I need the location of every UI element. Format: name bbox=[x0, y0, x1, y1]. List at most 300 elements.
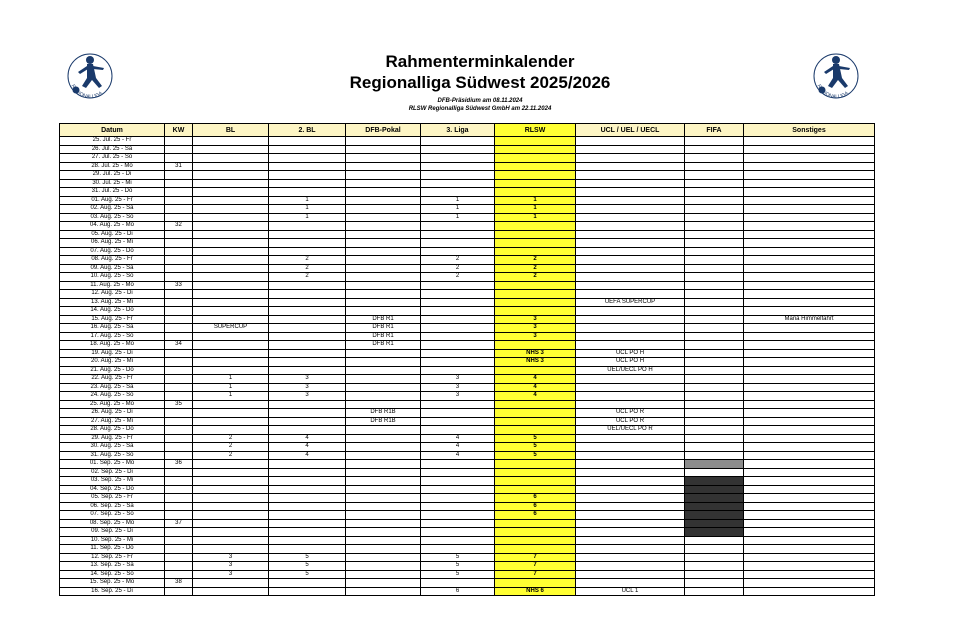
cell-datum: 23. Aug. 25 - Sa bbox=[60, 383, 165, 392]
cell-fifa bbox=[685, 162, 744, 171]
cell-bl bbox=[193, 273, 269, 282]
cell-kw bbox=[165, 477, 193, 486]
cell-2bl bbox=[269, 545, 346, 554]
table-row bbox=[60, 230, 875, 239]
table-row bbox=[60, 298, 875, 307]
table-row bbox=[60, 137, 875, 146]
cell-3liga bbox=[421, 145, 495, 154]
cell-dfb-pokal bbox=[346, 137, 421, 146]
cell-ucl bbox=[576, 579, 685, 588]
cell-ucl bbox=[576, 511, 685, 520]
cell-dfb-pokal bbox=[346, 247, 421, 256]
cell-bl bbox=[193, 247, 269, 256]
cell-dfb-pokal bbox=[346, 171, 421, 180]
cell-3liga: 5 bbox=[421, 562, 495, 571]
cell-3liga: 2 bbox=[421, 264, 495, 273]
cell-dfb-pokal bbox=[346, 162, 421, 171]
table-row bbox=[60, 179, 875, 188]
cell-bl bbox=[193, 468, 269, 477]
col-sonstiges: Sonstiges bbox=[744, 124, 875, 137]
cell-rlsw bbox=[495, 222, 576, 231]
cell-sonstiges bbox=[744, 587, 875, 596]
cell-3liga bbox=[421, 502, 495, 511]
cell-2bl: 2 bbox=[269, 256, 346, 265]
table-row bbox=[60, 494, 875, 503]
cell-fifa bbox=[685, 315, 744, 324]
cell-sonstiges bbox=[744, 502, 875, 511]
cell-fifa bbox=[685, 375, 744, 384]
cell-rlsw bbox=[495, 247, 576, 256]
cell-fifa bbox=[685, 264, 744, 273]
cell-kw bbox=[165, 545, 193, 554]
cell-ucl bbox=[576, 519, 685, 528]
cell-sonstiges bbox=[744, 154, 875, 163]
cell-fifa bbox=[685, 562, 744, 571]
cell-3liga bbox=[421, 290, 495, 299]
cell-rlsw: 2 bbox=[495, 264, 576, 273]
cell-dfb-pokal bbox=[346, 519, 421, 528]
table-row bbox=[60, 502, 875, 511]
cell-3liga: 1 bbox=[421, 196, 495, 205]
cell-fifa bbox=[685, 290, 744, 299]
svg-text:REGIONALLIGA: REGIONALLIGA bbox=[815, 83, 850, 101]
cell-kw bbox=[165, 349, 193, 358]
cell-kw bbox=[165, 264, 193, 273]
table-row bbox=[60, 426, 875, 435]
cell-datum: 26. Aug. 25 - Di bbox=[60, 409, 165, 418]
page-title: Rahmenterminkalender bbox=[385, 52, 575, 71]
cell-bl: 3 bbox=[193, 553, 269, 562]
cell-rlsw bbox=[495, 307, 576, 316]
cell-bl bbox=[193, 162, 269, 171]
cell-kw bbox=[165, 154, 193, 163]
cell-3liga bbox=[421, 137, 495, 146]
cell-rlsw bbox=[495, 162, 576, 171]
cell-sonstiges bbox=[744, 545, 875, 554]
cell-kw bbox=[165, 375, 193, 384]
cell-2bl bbox=[269, 307, 346, 316]
cell-3liga bbox=[421, 332, 495, 341]
svg-text:REGIONALLIGA: REGIONALLIGA bbox=[69, 83, 104, 101]
cell-dfb-pokal bbox=[346, 273, 421, 282]
cell-sonstiges bbox=[744, 230, 875, 239]
cell-fifa bbox=[685, 545, 744, 554]
table-row bbox=[60, 324, 875, 333]
table-row bbox=[60, 349, 875, 358]
cell-kw bbox=[165, 426, 193, 435]
table-row bbox=[60, 281, 875, 290]
cell-ucl bbox=[576, 145, 685, 154]
cell-ucl bbox=[576, 553, 685, 562]
table-row bbox=[60, 239, 875, 248]
cell-2bl bbox=[269, 349, 346, 358]
cell-bl bbox=[193, 511, 269, 520]
cell-rlsw bbox=[495, 341, 576, 350]
cell-rlsw: 5 bbox=[495, 451, 576, 460]
cell-fifa bbox=[685, 332, 744, 341]
cell-rlsw: 7 bbox=[495, 553, 576, 562]
cell-2bl bbox=[269, 230, 346, 239]
cell-bl bbox=[193, 264, 269, 273]
col-kw: KW bbox=[165, 124, 193, 137]
cell-sonstiges bbox=[744, 494, 875, 503]
cell-3liga bbox=[421, 188, 495, 197]
cell-3liga: 3 bbox=[421, 383, 495, 392]
cell-kw bbox=[165, 383, 193, 392]
cell-dfb-pokal bbox=[346, 579, 421, 588]
cell-rlsw: 6 bbox=[495, 502, 576, 511]
cell-datum: 14. Sep. 25 - So bbox=[60, 570, 165, 579]
cell-sonstiges bbox=[744, 417, 875, 426]
cell-ucl bbox=[576, 196, 685, 205]
cell-ucl bbox=[576, 494, 685, 503]
cell-kw bbox=[165, 366, 193, 375]
cell-rlsw bbox=[495, 137, 576, 146]
cell-dfb-pokal bbox=[346, 485, 421, 494]
table-row bbox=[60, 171, 875, 180]
cell-bl bbox=[193, 341, 269, 350]
cell-sonstiges bbox=[744, 562, 875, 571]
cell-datum: 13. Sep. 25 - Sa bbox=[60, 562, 165, 571]
cell-kw bbox=[165, 213, 193, 222]
table-row bbox=[60, 434, 875, 443]
cell-2bl bbox=[269, 290, 346, 299]
cell-kw bbox=[165, 392, 193, 401]
cell-kw bbox=[165, 179, 193, 188]
cell-fifa bbox=[685, 341, 744, 350]
cell-datum: 01. Sep. 25 - Mo bbox=[60, 460, 165, 469]
cell-kw bbox=[165, 494, 193, 503]
cell-kw bbox=[165, 332, 193, 341]
cell-fifa bbox=[685, 358, 744, 367]
cell-dfb-pokal bbox=[346, 553, 421, 562]
table-row bbox=[60, 477, 875, 486]
table-row bbox=[60, 222, 875, 231]
cell-3liga: 3 bbox=[421, 375, 495, 384]
cell-fifa bbox=[685, 281, 744, 290]
cell-2bl: 1 bbox=[269, 213, 346, 222]
col-fifa: FIFA bbox=[685, 124, 744, 137]
cell-bl bbox=[193, 545, 269, 554]
table-row bbox=[60, 196, 875, 205]
cell-sonstiges bbox=[744, 162, 875, 171]
cell-sonstiges bbox=[744, 519, 875, 528]
cell-3liga bbox=[421, 409, 495, 418]
cell-datum: 09. Aug. 25 - Sa bbox=[60, 264, 165, 273]
cell-2bl bbox=[269, 145, 346, 154]
cell-bl bbox=[193, 315, 269, 324]
cell-kw bbox=[165, 434, 193, 443]
cell-ucl bbox=[576, 400, 685, 409]
cell-bl bbox=[193, 400, 269, 409]
cell-3liga bbox=[421, 281, 495, 290]
cell-datum: 29. Aug. 25 - Fr bbox=[60, 434, 165, 443]
cell-sonstiges bbox=[744, 392, 875, 401]
cell-2bl bbox=[269, 247, 346, 256]
cell-2bl: 4 bbox=[269, 451, 346, 460]
cell-ucl bbox=[576, 213, 685, 222]
cell-datum: 03. Sep. 25 - Mi bbox=[60, 477, 165, 486]
cell-3liga bbox=[421, 315, 495, 324]
cell-dfb-pokal bbox=[346, 451, 421, 460]
cell-sonstiges bbox=[744, 247, 875, 256]
cell-sonstiges bbox=[744, 332, 875, 341]
cell-3liga bbox=[421, 324, 495, 333]
cell-sonstiges bbox=[744, 375, 875, 384]
cell-2bl bbox=[269, 154, 346, 163]
cell-datum: 25. Aug. 25 - Mo bbox=[60, 400, 165, 409]
cell-sonstiges bbox=[744, 553, 875, 562]
regionalliga-logo-left bbox=[60, 48, 120, 108]
cell-kw bbox=[165, 587, 193, 596]
cell-kw bbox=[165, 468, 193, 477]
cell-bl: 3 bbox=[193, 570, 269, 579]
cell-2bl: 1 bbox=[269, 205, 346, 214]
cell-rlsw bbox=[495, 290, 576, 299]
cell-dfb-pokal bbox=[346, 477, 421, 486]
cell-fifa bbox=[685, 256, 744, 265]
cell-dfb-pokal: DFB R1B bbox=[346, 417, 421, 426]
cell-3liga: 3 bbox=[421, 392, 495, 401]
cell-fifa bbox=[685, 485, 744, 494]
table-row bbox=[60, 375, 875, 384]
cell-bl bbox=[193, 502, 269, 511]
cell-fifa bbox=[685, 494, 744, 503]
table-row bbox=[60, 451, 875, 460]
cell-ucl bbox=[576, 536, 685, 545]
cell-2bl bbox=[269, 222, 346, 231]
cell-3liga bbox=[421, 400, 495, 409]
cell-dfb-pokal: DFB R1 bbox=[346, 332, 421, 341]
cell-3liga bbox=[421, 179, 495, 188]
cell-3liga bbox=[421, 519, 495, 528]
cell-fifa bbox=[685, 222, 744, 231]
cell-sonstiges bbox=[744, 256, 875, 265]
cell-3liga bbox=[421, 307, 495, 316]
cell-fifa bbox=[685, 196, 744, 205]
table-row bbox=[60, 366, 875, 375]
cell-bl bbox=[193, 426, 269, 435]
cell-2bl bbox=[269, 460, 346, 469]
cell-fifa bbox=[685, 536, 744, 545]
cell-ucl: UEFA SUPERCUP bbox=[576, 298, 685, 307]
cell-datum: 21. Aug. 25 - Do bbox=[60, 366, 165, 375]
table-row bbox=[60, 154, 875, 163]
calendar-body bbox=[60, 137, 875, 596]
cell-dfb-pokal bbox=[346, 383, 421, 392]
cell-dfb-pokal bbox=[346, 528, 421, 537]
cell-dfb-pokal bbox=[346, 426, 421, 435]
cell-2bl: 3 bbox=[269, 383, 346, 392]
cell-dfb-pokal bbox=[346, 290, 421, 299]
table-row bbox=[60, 264, 875, 273]
cell-ucl bbox=[576, 315, 685, 324]
cell-sonstiges bbox=[744, 579, 875, 588]
col-bl: BL bbox=[193, 124, 269, 137]
cell-bl: SUPERCUP bbox=[193, 324, 269, 333]
cell-rlsw bbox=[495, 579, 576, 588]
cell-fifa bbox=[685, 247, 744, 256]
cell-ucl bbox=[576, 247, 685, 256]
cell-dfb-pokal bbox=[346, 281, 421, 290]
cell-3liga bbox=[421, 366, 495, 375]
cell-2bl bbox=[269, 511, 346, 520]
cell-bl bbox=[193, 579, 269, 588]
cell-bl bbox=[193, 222, 269, 231]
cell-fifa bbox=[685, 579, 744, 588]
cell-rlsw bbox=[495, 298, 576, 307]
cell-3liga: 4 bbox=[421, 434, 495, 443]
cell-rlsw bbox=[495, 426, 576, 435]
cell-fifa bbox=[685, 451, 744, 460]
cell-dfb-pokal bbox=[346, 545, 421, 554]
cell-rlsw bbox=[495, 409, 576, 418]
cell-fifa bbox=[685, 349, 744, 358]
col-2bl: 2. BL bbox=[269, 124, 346, 137]
table-row bbox=[60, 383, 875, 392]
cell-rlsw: 3 bbox=[495, 332, 576, 341]
cell-fifa bbox=[685, 443, 744, 452]
cell-rlsw bbox=[495, 528, 576, 537]
cell-dfb-pokal bbox=[346, 468, 421, 477]
cell-sonstiges bbox=[744, 383, 875, 392]
cell-ucl: UCL PO R bbox=[576, 409, 685, 418]
cell-ucl bbox=[576, 383, 685, 392]
table-row bbox=[60, 307, 875, 316]
cell-rlsw bbox=[495, 400, 576, 409]
cell-sonstiges bbox=[744, 511, 875, 520]
note-rlsw-gmbh: RLSW Regionalliga Südwest GmbH am 22.11.2024 bbox=[408, 106, 552, 112]
col-datum: Datum bbox=[60, 124, 165, 137]
cell-datum: 27. Jul. 25 - So bbox=[60, 154, 165, 163]
cell-ucl bbox=[576, 154, 685, 163]
page-subtitle-league: Regionalliga Südwest 2025/2026 bbox=[349, 73, 611, 92]
cell-2bl: 4 bbox=[269, 434, 346, 443]
cell-dfb-pokal bbox=[346, 349, 421, 358]
cell-kw bbox=[165, 307, 193, 316]
cell-2bl: 5 bbox=[269, 570, 346, 579]
cell-bl bbox=[193, 366, 269, 375]
cell-ucl bbox=[576, 443, 685, 452]
cell-bl bbox=[193, 519, 269, 528]
cell-ucl bbox=[576, 171, 685, 180]
cell-fifa bbox=[685, 409, 744, 418]
cell-bl bbox=[193, 587, 269, 596]
cell-fifa bbox=[685, 239, 744, 248]
cell-fifa bbox=[685, 205, 744, 214]
cell-datum: 16. Sep. 25 - Di bbox=[60, 587, 165, 596]
cell-sonstiges bbox=[744, 137, 875, 146]
cell-2bl bbox=[269, 137, 346, 146]
cell-3liga bbox=[421, 477, 495, 486]
cell-ucl bbox=[576, 137, 685, 146]
cell-bl bbox=[193, 154, 269, 163]
cell-ucl bbox=[576, 222, 685, 231]
cell-datum: 07. Sep. 25 - So bbox=[60, 511, 165, 520]
cell-2bl bbox=[269, 162, 346, 171]
cell-bl bbox=[193, 179, 269, 188]
cell-ucl bbox=[576, 307, 685, 316]
cell-datum: 02. Aug. 25 - Sa bbox=[60, 205, 165, 214]
cell-3liga: 4 bbox=[421, 443, 495, 452]
cell-ucl bbox=[576, 341, 685, 350]
cell-ucl bbox=[576, 230, 685, 239]
cell-datum: 14. Aug. 25 - Do bbox=[60, 307, 165, 316]
cell-2bl bbox=[269, 332, 346, 341]
cell-dfb-pokal: DFB R1 bbox=[346, 324, 421, 333]
cell-sonstiges bbox=[744, 281, 875, 290]
table-row bbox=[60, 332, 875, 341]
cell-bl bbox=[193, 196, 269, 205]
table-row bbox=[60, 587, 875, 596]
cell-rlsw: 4 bbox=[495, 383, 576, 392]
cell-bl bbox=[193, 528, 269, 537]
cell-fifa bbox=[685, 460, 744, 469]
cell-dfb-pokal bbox=[346, 264, 421, 273]
cell-datum: 05. Sep. 25 - Fr bbox=[60, 494, 165, 503]
cell-sonstiges bbox=[744, 349, 875, 358]
cell-datum: 10. Sep. 25 - Mi bbox=[60, 536, 165, 545]
cell-kw bbox=[165, 315, 193, 324]
cell-dfb-pokal bbox=[346, 213, 421, 222]
cell-2bl bbox=[269, 171, 346, 180]
cell-3liga bbox=[421, 154, 495, 163]
table-row bbox=[60, 545, 875, 554]
table-row bbox=[60, 460, 875, 469]
table-row bbox=[60, 273, 875, 282]
cell-sonstiges bbox=[744, 460, 875, 469]
cell-dfb-pokal bbox=[346, 145, 421, 154]
cell-rlsw bbox=[495, 545, 576, 554]
cell-3liga: 2 bbox=[421, 256, 495, 265]
cell-datum: 01. Aug. 25 - Fr bbox=[60, 196, 165, 205]
cell-datum: 13. Aug. 25 - Mi bbox=[60, 298, 165, 307]
cell-ucl bbox=[576, 239, 685, 248]
cell-datum: 18. Aug. 25 - Mo bbox=[60, 341, 165, 350]
table-row bbox=[60, 443, 875, 452]
cell-bl bbox=[193, 409, 269, 418]
cell-dfb-pokal bbox=[346, 460, 421, 469]
cell-sonstiges bbox=[744, 485, 875, 494]
cell-sonstiges bbox=[744, 290, 875, 299]
cell-rlsw bbox=[495, 519, 576, 528]
cell-fifa bbox=[685, 400, 744, 409]
cell-rlsw: 4 bbox=[495, 392, 576, 401]
cell-2bl: 3 bbox=[269, 375, 346, 384]
cell-3liga bbox=[421, 162, 495, 171]
cell-fifa bbox=[685, 417, 744, 426]
cell-rlsw: 7 bbox=[495, 570, 576, 579]
cell-datum: 09. Sep. 25 - Di bbox=[60, 528, 165, 537]
table-row bbox=[60, 358, 875, 367]
cell-dfb-pokal bbox=[346, 188, 421, 197]
cell-2bl: 5 bbox=[269, 553, 346, 562]
cell-ucl bbox=[576, 162, 685, 171]
cell-kw bbox=[165, 511, 193, 520]
cell-sonstiges bbox=[744, 477, 875, 486]
cell-dfb-pokal bbox=[346, 366, 421, 375]
cell-datum: 31. Jul. 25 - Do bbox=[60, 188, 165, 197]
cell-fifa bbox=[685, 298, 744, 307]
col-ucl: UCL / UEL / UECL bbox=[576, 124, 685, 137]
cell-sonstiges bbox=[744, 239, 875, 248]
cell-sonstiges bbox=[744, 443, 875, 452]
cell-rlsw: 1 bbox=[495, 196, 576, 205]
cell-kw bbox=[165, 256, 193, 265]
cell-3liga bbox=[421, 460, 495, 469]
cell-datum: 11. Sep. 25 - Do bbox=[60, 545, 165, 554]
cell-kw bbox=[165, 536, 193, 545]
